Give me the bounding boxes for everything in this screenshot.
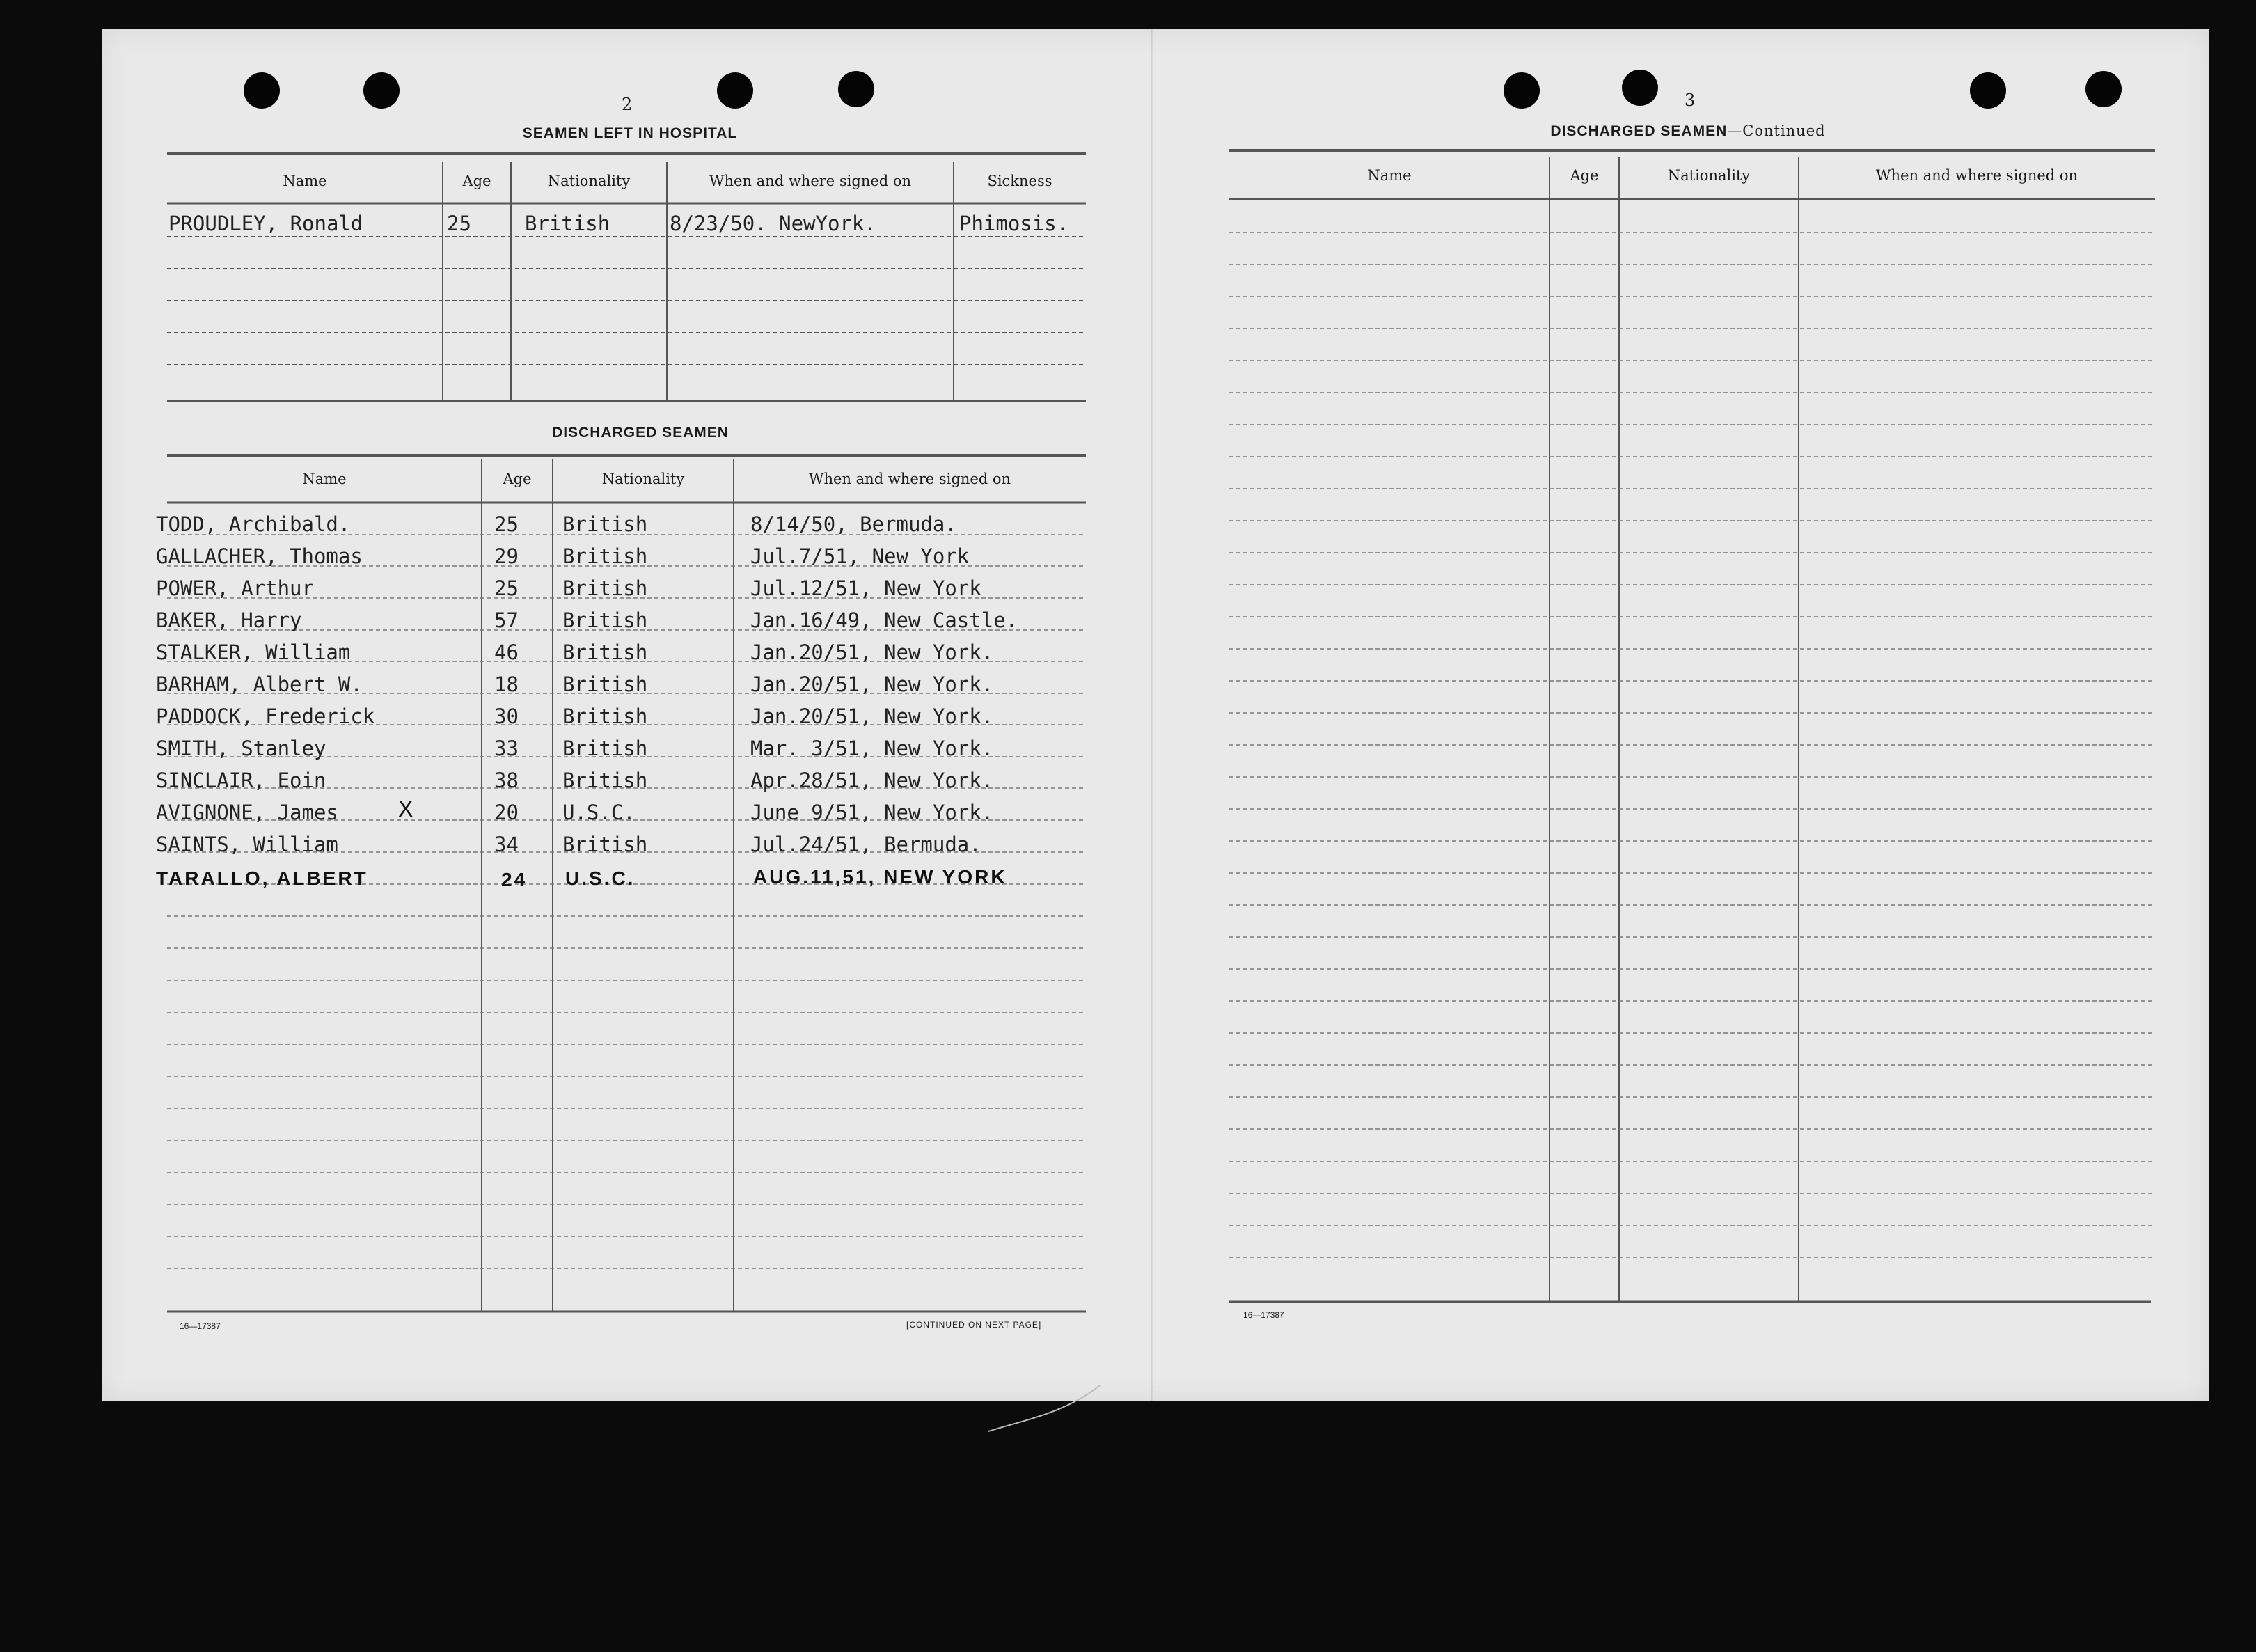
discharged-row-nationality: British bbox=[562, 544, 648, 568]
discharged-col-nationality: Nationality bbox=[601, 471, 685, 487]
discharged-row-name: GALLACHER, Thomas bbox=[156, 544, 363, 568]
right-col-signed-on: When and where signed on bbox=[1875, 167, 2078, 184]
discharged-row-age: 29 bbox=[494, 544, 519, 568]
discharged-row-nationality: British bbox=[562, 640, 648, 664]
hospital-section-title: SEAMEN LEFT IN HOSPITAL bbox=[522, 125, 738, 141]
discharged-row-age-handwritten: 24 bbox=[501, 869, 528, 890]
page-number-left: 2 bbox=[622, 95, 633, 114]
discharged-row-signed-on: Jan.20/51, New York. bbox=[750, 705, 994, 728]
discharged-row-name-handwritten: TARALLO, ALBERT bbox=[156, 867, 368, 889]
discharged-row-name: TODD, Archibald. bbox=[156, 512, 351, 536]
discharged-row-signed-on: Mar. 3/51, New York. bbox=[750, 737, 994, 760]
form-code-left: 16—17387 bbox=[180, 1321, 221, 1331]
discharged-row-age: 33 bbox=[494, 737, 519, 760]
discharged-row-signed-on: Jul.12/51, New York bbox=[750, 576, 981, 600]
discharged-col-signed-on: When and where signed on bbox=[808, 471, 1011, 487]
hospital-col-nationality: Nationality bbox=[547, 173, 631, 189]
discharged-row-signed-on: June 9/51, New York. bbox=[750, 801, 994, 824]
hospital-row-name: PROUDLEY, Ronald bbox=[168, 212, 363, 235]
discharged-row-signed-on: Jul.7/51, New York bbox=[750, 544, 970, 568]
discharged-row-nationality-handwritten: U.S.C. bbox=[565, 867, 636, 889]
discharged-row-age: 46 bbox=[494, 640, 519, 664]
discharged-row-age: 30 bbox=[494, 705, 519, 728]
discharged-row-signed-on: Jan.20/51, New York. bbox=[750, 672, 994, 696]
discharged-section-title: DISCHARGED SEAMEN bbox=[552, 425, 729, 441]
discharged-row-name: BARHAM, Albert W. bbox=[156, 672, 363, 696]
discharged-row-nationality: British bbox=[562, 737, 648, 760]
discharged-row-nationality: British bbox=[562, 833, 648, 856]
discharged-row-age: 57 bbox=[494, 608, 519, 632]
handwritten-x-mark: X bbox=[398, 796, 416, 821]
discharged-row-name: POWER, Arthur bbox=[156, 576, 314, 600]
discharged-row-age: 25 bbox=[494, 512, 519, 536]
discharged-row-name: PADDOCK, Frederick bbox=[156, 705, 375, 728]
discharged-row-signed-on: Jan.16/49, New Castle. bbox=[750, 608, 1018, 632]
form-code-right: 16—17387 bbox=[1243, 1310, 1284, 1320]
discharged-row-nationality: U.S.C. bbox=[562, 801, 636, 824]
discharged-row-nationality: British bbox=[562, 672, 648, 696]
continued-note: [CONTINUED ON NEXT PAGE] bbox=[906, 1320, 1042, 1330]
discharged-row-signed-on: Apr.28/51, New York. bbox=[750, 769, 994, 792]
right-section-title-suffix: —Continued bbox=[1727, 123, 1826, 139]
discharged-row-name: AVIGNONE, James bbox=[156, 801, 338, 824]
discharged-row-signed-on-handwritten: AUG.11,51, NEW YORK bbox=[753, 866, 1007, 888]
discharged-row-name: BAKER, Harry bbox=[156, 608, 302, 632]
hospital-row-signed-on: 8/23/50. NewYork. bbox=[670, 212, 876, 235]
discharged-row-name: SINCLAIR, Eoin bbox=[156, 769, 326, 792]
right-col-nationality: Nationality bbox=[1667, 167, 1751, 184]
discharged-row-signed-on: Jul.24/51, Bermuda. bbox=[750, 833, 981, 856]
right-col-age: Age bbox=[1570, 167, 1599, 184]
discharged-row-age: 18 bbox=[494, 672, 519, 696]
right-section-title bbox=[1497, 123, 1879, 140]
hospital-row-sickness: Phimosis. bbox=[959, 212, 1069, 235]
discharged-row-nationality: British bbox=[562, 576, 648, 600]
hospital-col-name: Name bbox=[283, 173, 327, 189]
discharged-row-name: SAINTS, William bbox=[156, 833, 338, 856]
discharged-row-signed-on: Jan.20/51, New York. bbox=[750, 640, 994, 664]
hospital-col-sickness: Sickness bbox=[987, 173, 1052, 189]
discharged-row-name: STALKER, William bbox=[156, 640, 351, 664]
hospital-col-signed-on: When and where signed on bbox=[709, 173, 912, 189]
discharged-row-age: 34 bbox=[494, 833, 519, 856]
right-col-name: Name bbox=[1367, 167, 1412, 184]
right-section-title-main: DISCHARGED SEAMEN bbox=[1550, 123, 1728, 139]
discharged-row-age: 20 bbox=[494, 801, 519, 824]
hospital-row-age: 25 bbox=[447, 212, 471, 235]
discharged-row-age: 25 bbox=[494, 576, 519, 600]
page-number-right: 3 bbox=[1685, 91, 1696, 110]
discharged-row-nationality: British bbox=[562, 608, 648, 632]
discharged-row-nationality: British bbox=[562, 705, 648, 728]
discharged-row-nationality: British bbox=[562, 769, 648, 792]
discharged-row-signed-on: 8/14/50, Bermuda. bbox=[750, 512, 957, 536]
hospital-row-nationality: British bbox=[525, 212, 610, 235]
hospital-col-age: Age bbox=[462, 173, 491, 189]
discharged-row-nationality: British bbox=[562, 512, 648, 536]
discharged-col-name: Name bbox=[302, 471, 347, 487]
discharged-row-name: SMITH, Stanley bbox=[156, 737, 326, 760]
discharged-col-age: Age bbox=[503, 471, 532, 487]
discharged-row-age: 38 bbox=[494, 769, 519, 792]
